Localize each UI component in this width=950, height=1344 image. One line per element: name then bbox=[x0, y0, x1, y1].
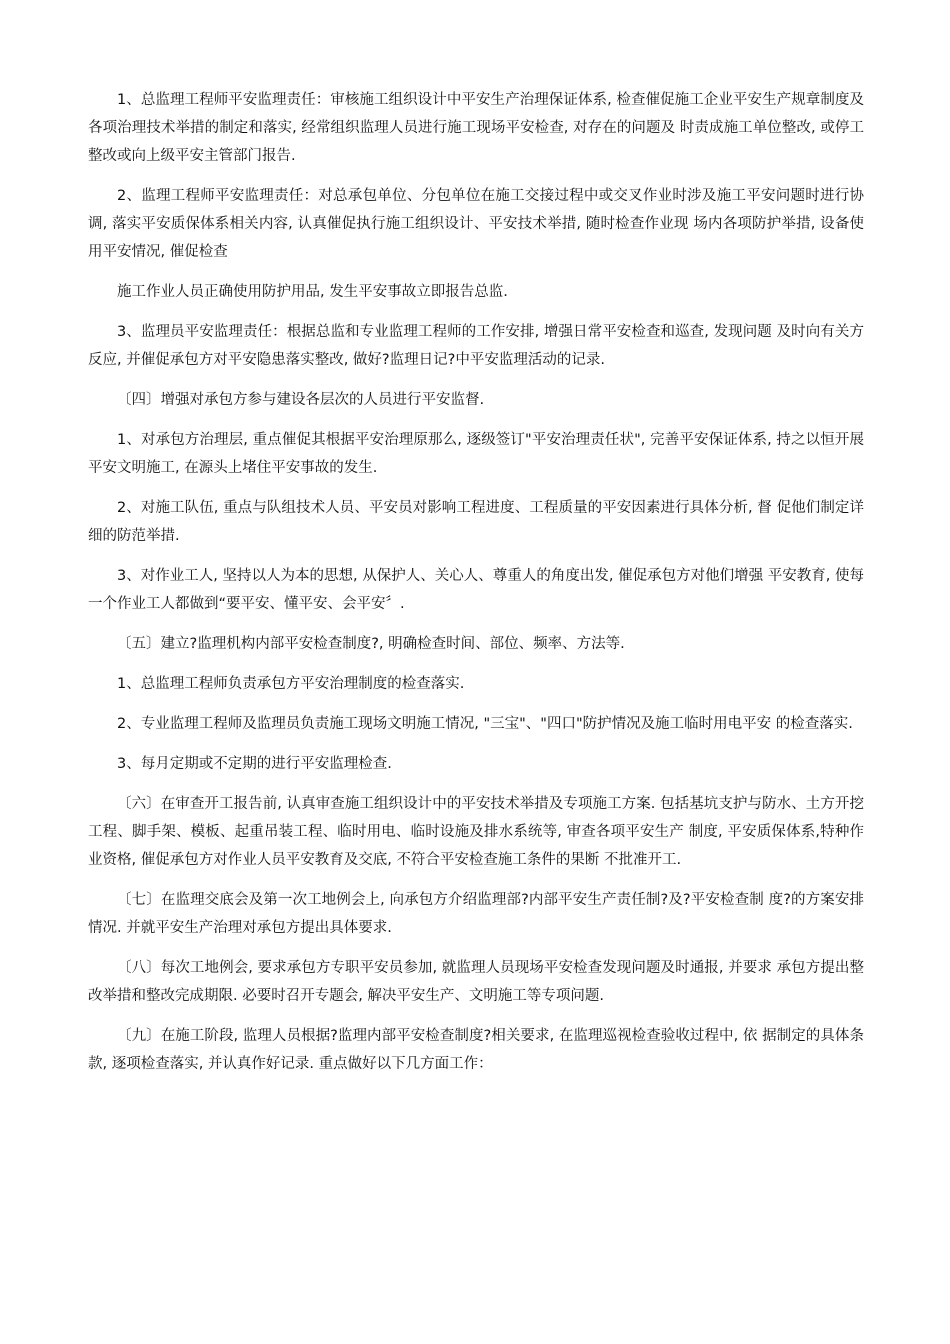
paragraph-workers: 3、对作业工人, 坚持以人为本的思想, 从保护人、关心人、尊重人的角度出发, 催促承包方对他们增强 平安教育, 使每一个作业工人都做到“要平安、懂平安、会平安〞. bbox=[88, 568, 865, 612]
paragraph-protective-equipment: 施工作业人员正确使用防护用品, 发生平安事故立即报告总监. bbox=[117, 284, 508, 300]
section-heading-9: 〔九〕在施工阶段, 监理人员根据?监理内部平安检查制度?相关要求, 在监理巡视检查验收过程中, 依 据制定的具体条款, 逐项检查落实, 并认真作好记录. 重点做好以下几方面工作： bbox=[88, 1028, 864, 1072]
paragraph-chief-supervisor-duty: 1、总监理工程师平安监理责任：审核施工组织设计中平安生产治理保证体系, 检查催促施工企业平安生产规章制度及各项治理技术举措的制定和落实, 经常组织监理人员进行施工现场平安检查, 对存在的问题及 时责成施工单位整改, 或停工整改或向上级平安主管部门报告. bbox=[88, 92, 864, 164]
paragraph-chief-checks: 1、总监理工程师负责承包方平安治理制度的检查落实. bbox=[117, 676, 465, 692]
section-heading-6: 〔六〕在审查开工报告前, 认真审查施工组织设计中的平安技术举措及专项施工方案. 包括基坑支护与防水、土方开挖工程、脚手架、模板、起重吊装工程、临时用电、临时设施及排水系统等, 审查各项平安生产 制度, 平安质保体系,特种作业资格, 催促承包方对作业人员平安教育及交底, 不符合平安检查施工条件的果断 不批准开工. bbox=[88, 796, 864, 868]
section-heading-4: 〔四〕增强对承包方参与建设各层次的人员进行平安监督. bbox=[117, 392, 485, 408]
section-heading-8: 〔八〕每次工地例会, 要求承包方专职平安员参加, 就监理人员现场平安检查发现问题及时通报, 并要求 承包方提出整改举措和整改完成期限. 必要时召开专题会, 解决平安生产、文明施工等专项问题. bbox=[88, 960, 864, 1004]
paragraph-construction-team: 2、对施工队伍, 重点与队组技术人员、平安员对影响工程进度、工程质量的平安因素进行具体分析, 督 促他们制定详细的防范举措. bbox=[88, 500, 864, 544]
paragraph-monthly-checks: 3、每月定期或不定期的进行平安监理检查. bbox=[117, 756, 392, 772]
paragraph-management-layer: 1、对承包方治理层, 重点催促其根据平安治理原那么, 逐级签订"平安治理责任状", 完善平安保证体系, 持之以恒开展平安文明施工, 在源头上堵住平安事故的发生. bbox=[88, 432, 864, 476]
paragraph-supervisor-duty: 3、监理员平安监理责任：根据总监和专业监理工程师的工作安排, 增强日常平安检查和巡查, 发现问题 及时向有关方反应, 并催促承包方对平安隐患落实整改, 做好?监理日记?中平安监理活动的记录. bbox=[88, 324, 864, 368]
document-page bbox=[88, 86, 864, 1090]
paragraph-engineer-checks: 2、专业监理工程师及监理员负责施工现场文明施工情况, "三宝"、"四口"防护情况及施工临时用电平安 的检查落实. bbox=[117, 716, 853, 732]
paragraph-supervising-engineer-duty: 2、监理工程师平安监理责任：对总承包单位、分包单位在施工交接过程中或交叉作业时涉及施工平安问题时进行协调, 落实平安质保体系相关内容, 认真催促执行施工组织设计、平安技术举措, 随时检查作业现 场内各项防护举措, 设备使用平安情况, 催促检查 bbox=[88, 188, 864, 260]
section-heading-5: 〔五〕建立?监理机构内部平安检查制度?, 明确检查时间、部位、频率、方法等. bbox=[117, 636, 625, 652]
section-heading-7: 〔七〕在监理交底会及第一次工地例会上, 向承包方介绍监理部?内部平安生产责任制?及?平安检查制 度?的方案安排情况. 并就平安生产治理对承包方提出具体要求. bbox=[88, 892, 864, 936]
